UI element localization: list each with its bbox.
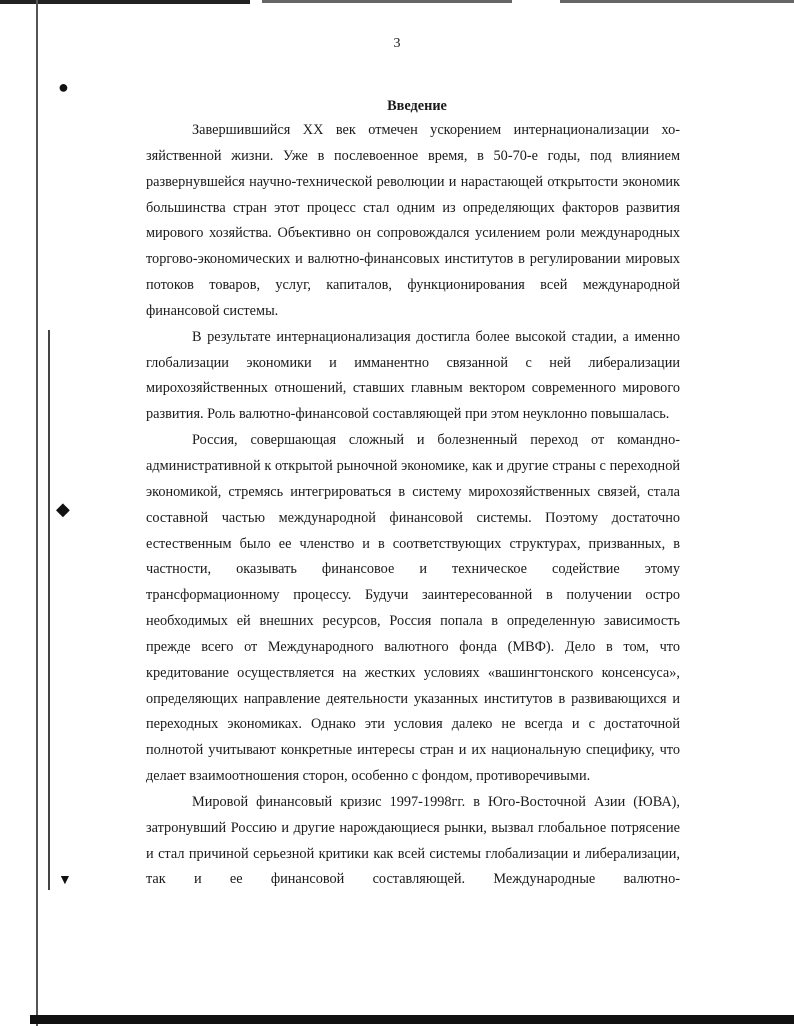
punch-hole-mark: ● [58,77,69,97]
document-body [146,94,680,893]
scan-left-edge [48,330,50,890]
scan-left-edge [36,0,38,1026]
section-heading: Введение [387,98,447,114]
paragraph: Мировой финансовый кризис 1997-1998гг. в Юго-Восточной Азии (ЮВА), затронувший Россию и другие нарождающиеся рынки, вызвал глобальное потрясение и стал причиной серьезной критики как всей системы глобализации и либерализации, так и ее финансовой составляющей. Международные валютно- [146,793,680,888]
paragraph: Завершившийся XX век отмечен ускорением интернационализации хозяйственной жизни. Уже в послевоенное время, в 50-70-е годы, под влиянием развернувшейся научно-технической революции и нарастающей открытости экономик большинства стран этот процесс стал одним из определяющих факторов развития мирового хозяйства. Объективно он сопровождался усилением роли международных торгово-экономических и валютно-финансовых институтов в регулировании мировых потоков товаров, услуг, капиталов, функционирования всей международной финансовой системы. [146,122,680,319]
scan-bottom-bar [30,1015,794,1024]
page-number: 3 [393,36,401,51]
paragraph: В результате интернационализация достигла более высокой стадии, а именно глобализации экономики и имманентно связанной с ней либерализации мирохозяйственных отношений, ставших главным вектором современного мирового развития. Роль валютно-финансовой составляющей при этом неуклонно повышалась. [146,328,680,423]
scan-top-rule [262,0,512,3]
punch-hole-mark: ◆ [56,499,70,519]
scan-top-rule [560,0,794,3]
paragraph: Россия, совершающая сложный и болезненный переход от командно-административной к открытой рыночной экономике, как и другие страны с переходной экономикой, стремясь интегрироваться в систему мирохозяйственных связей, стала составной частью международной финансовой системы. Поэтому достаточно естественным было ее членство и в соответствующих структурах, призванных, в частности, оказывать финансовое и техническое содействие этому трансформационному процессу. Будучи заинтересованной в получении остро необходимых ей внешних ресурсов, Россия попала в определенную зависимость прежде всего от Международного валютного фонда (МВФ). Дело в том, что кредитование осуществляется на жестких условиях «вашингтонского консенсуса», определяющих направление деятельности указанных институтов в развивающихся и переходных экономиках. Однако эти условия далеко не всегда и с достаточной полнотой учитывают конкретные интересы стран и их национальную специфику, что делает взаимоотношения сторон, особенно с фондом, противоречивыми. [146,432,680,785]
punch-hole-mark: ▼ [58,873,72,888]
